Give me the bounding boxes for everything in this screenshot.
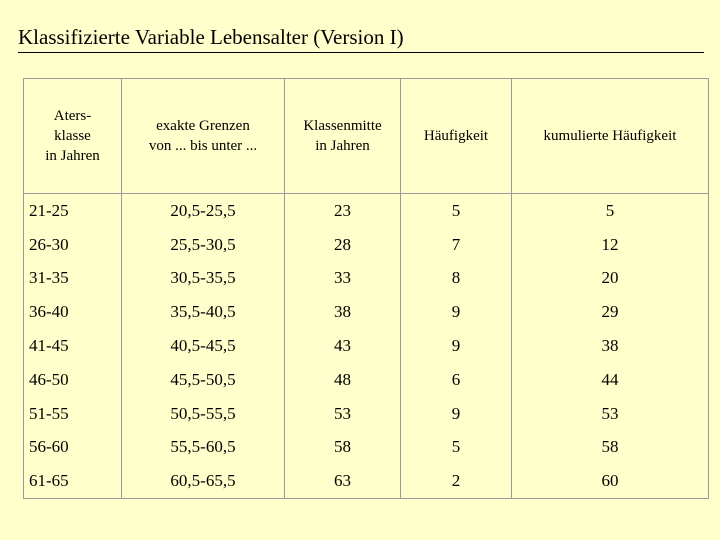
cell-frequency: 7 (401, 228, 512, 262)
cell-age-class: 26-30 (24, 228, 122, 262)
cell-cumulative-frequency: 20 (512, 262, 709, 296)
cell-class-midpoint: 33 (285, 262, 401, 296)
slide-title: Klassifizierte Variable Lebensalter (Version I) (18, 25, 404, 49)
cell-cumulative-frequency: 53 (512, 397, 709, 431)
cell-frequency: 8 (401, 262, 512, 296)
cell-exact-bounds: 40,5-45,5 (122, 329, 285, 363)
cell-age-class: 36-40 (24, 295, 122, 329)
cell-exact-bounds: 60,5-65,5 (122, 464, 285, 498)
cell-class-midpoint: 28 (285, 228, 401, 262)
table-row (24, 431, 709, 465)
cell-age-class: 51-55 (24, 397, 122, 431)
table-row (24, 295, 709, 329)
cell-exact-bounds: 25,5-30,5 (122, 228, 285, 262)
cell-class-midpoint: 43 (285, 329, 401, 363)
cell-frequency: 9 (401, 329, 512, 363)
frequency-table (23, 78, 709, 499)
cell-class-midpoint: 63 (285, 464, 401, 498)
cell-exact-bounds: 20,5-25,5 (122, 194, 285, 228)
cell-cumulative-frequency: 29 (512, 295, 709, 329)
cell-cumulative-frequency: 38 (512, 329, 709, 363)
cell-age-class: 46-50 (24, 363, 122, 397)
cell-exact-bounds: 30,5-35,5 (122, 262, 285, 296)
cell-age-class: 61-65 (24, 464, 122, 498)
cell-age-class: 56-60 (24, 431, 122, 465)
cell-cumulative-frequency: 5 (512, 194, 709, 228)
cell-exact-bounds: 35,5-40,5 (122, 295, 285, 329)
cell-class-midpoint: 58 (285, 431, 401, 465)
header-class-midpoint: Klassenmitte in Jahren (285, 79, 401, 194)
header-row (24, 79, 709, 194)
cell-frequency: 6 (401, 363, 512, 397)
table-row (24, 363, 709, 397)
table-row (24, 262, 709, 296)
header-frequency: Häufigkeit (401, 79, 512, 194)
cell-frequency: 9 (401, 397, 512, 431)
table-row (24, 464, 709, 498)
table-row (24, 228, 709, 262)
cell-class-midpoint: 38 (285, 295, 401, 329)
cell-class-midpoint: 48 (285, 363, 401, 397)
header-exact-bounds: exakte Grenzen von ... bis unter ... (122, 79, 285, 194)
cell-exact-bounds: 50,5-55,5 (122, 397, 285, 431)
table-row (24, 194, 709, 228)
cell-class-midpoint: 23 (285, 194, 401, 228)
title-underline (18, 52, 704, 53)
header-age-class: Aters- klasse in Jahren (24, 79, 122, 194)
cell-exact-bounds: 55,5-60,5 (122, 431, 285, 465)
cell-age-class: 31-35 (24, 262, 122, 296)
cell-cumulative-frequency: 44 (512, 363, 709, 397)
header-cumulative-frequency: kumulierte Häufigkeit (512, 79, 709, 194)
cell-class-midpoint: 53 (285, 397, 401, 431)
cell-cumulative-frequency: 12 (512, 228, 709, 262)
cell-frequency: 2 (401, 464, 512, 498)
cell-exact-bounds: 45,5-50,5 (122, 363, 285, 397)
table-row (24, 397, 709, 431)
cell-age-class: 41-45 (24, 329, 122, 363)
cell-frequency: 9 (401, 295, 512, 329)
cell-age-class: 21-25 (24, 194, 122, 228)
cell-cumulative-frequency: 58 (512, 431, 709, 465)
cell-frequency: 5 (401, 194, 512, 228)
table-row (24, 329, 709, 363)
cell-frequency: 5 (401, 431, 512, 465)
cell-cumulative-frequency: 60 (512, 464, 709, 498)
